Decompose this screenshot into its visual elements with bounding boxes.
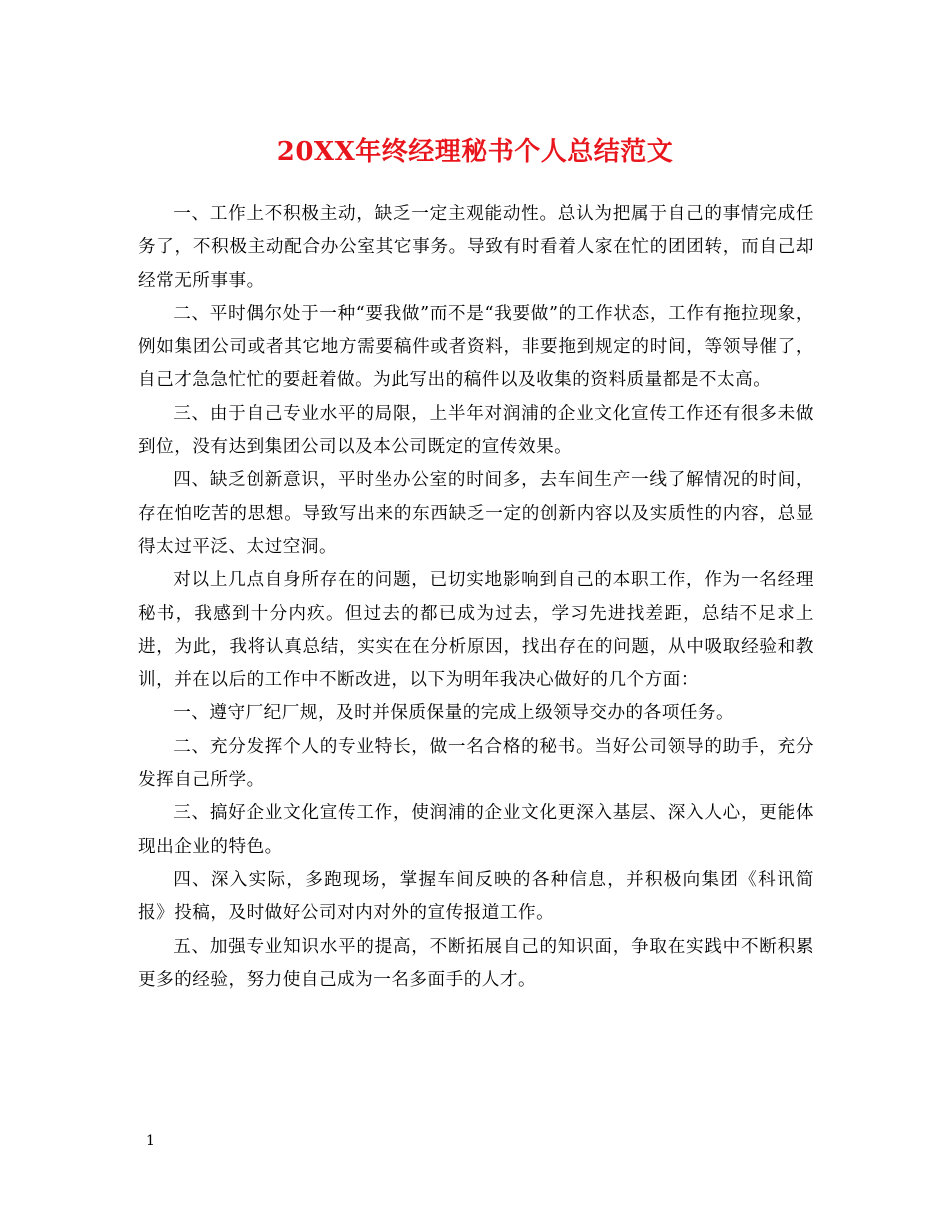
paragraph-4: 四、缺乏创新意识，平时坐办公室的时间多，去车间生产一线了解情况的时间，存在怕吃苦的思想。导致写出来的东西缺乏一定的创新内容以及实质性的内容，总显得太过平泛、太过空洞。 <box>138 470 814 557</box>
paragraph-9: 四、深入实际，多跑现场，掌握车间反映的各种信息，并积极向集团《科讯简报》投稿，及时做好公司对内对外的宣传报道工作。 <box>138 869 814 924</box>
page-number: 1 <box>146 1133 155 1149</box>
paragraph-6: 一、遵守厂纪厂规，及时并保质保量的完成上级领导交办的各项任务。 <box>173 703 735 724</box>
paragraph-7: 二、充分发挥个人的专业特长，做一名合格的秘书。当好公司领导的助手，充分发挥自己所学。 <box>138 736 814 791</box>
paragraph-2: 二、平时偶尔处于一种“要我做”而不是“我要做”的工作状态，工作有拖拉现象，例如集团公司或者其它地方需要稿件或者资料，非要拖到规定的时间，等领导催了，自己才急急忙忙的要赶着做。为此写出的稿件以及收集的资料质量都是不太高。 <box>138 303 814 391</box>
document-title: 20XX年终经理秘书个人总结范文 <box>276 137 674 167</box>
paragraph-8: 三、搞好企业文化宣传工作，使润浦的企业文化更深入基层、深入人心，更能体现出企业的特色。 <box>138 803 814 857</box>
paragraph-10: 五、加强专业知识水平的提高，不断拓展自己的知识面，争取在实践中不断积累更多的经验，努力使自己成为一名多面手的人才。 <box>138 936 814 990</box>
paragraph-5: 对以上几点自身所存在的问题，已切实地影响到自己的本职工作，作为一名经理秘书，我感到十分内疚。但过去的都已成为过去，学习先进找差距，总结不足求上进，为此，我将认真总结，实实在在分析原因，找出存在的问题，从中吸取经验和教训，并在以后的工作中不断改进，以下为明年我决心做好的几个方面： <box>138 570 814 691</box>
paragraph-1: 一、工作上不积极主动，缺乏一定主观能动性。总认为把属于自己的事情完成任务了，不积极主动配合办公室其它事务。导致有时看着人家在忙的团团转，而自己却经常无所事事。 <box>138 204 814 291</box>
paragraph-3: 三、由于自己专业水平的局限，上半年对润浦的企业文化宣传工作还有很多未做到位，没有达到集团公司以及本公司既定的宣传效果。 <box>138 403 814 458</box>
document-body <box>138 198 814 997</box>
